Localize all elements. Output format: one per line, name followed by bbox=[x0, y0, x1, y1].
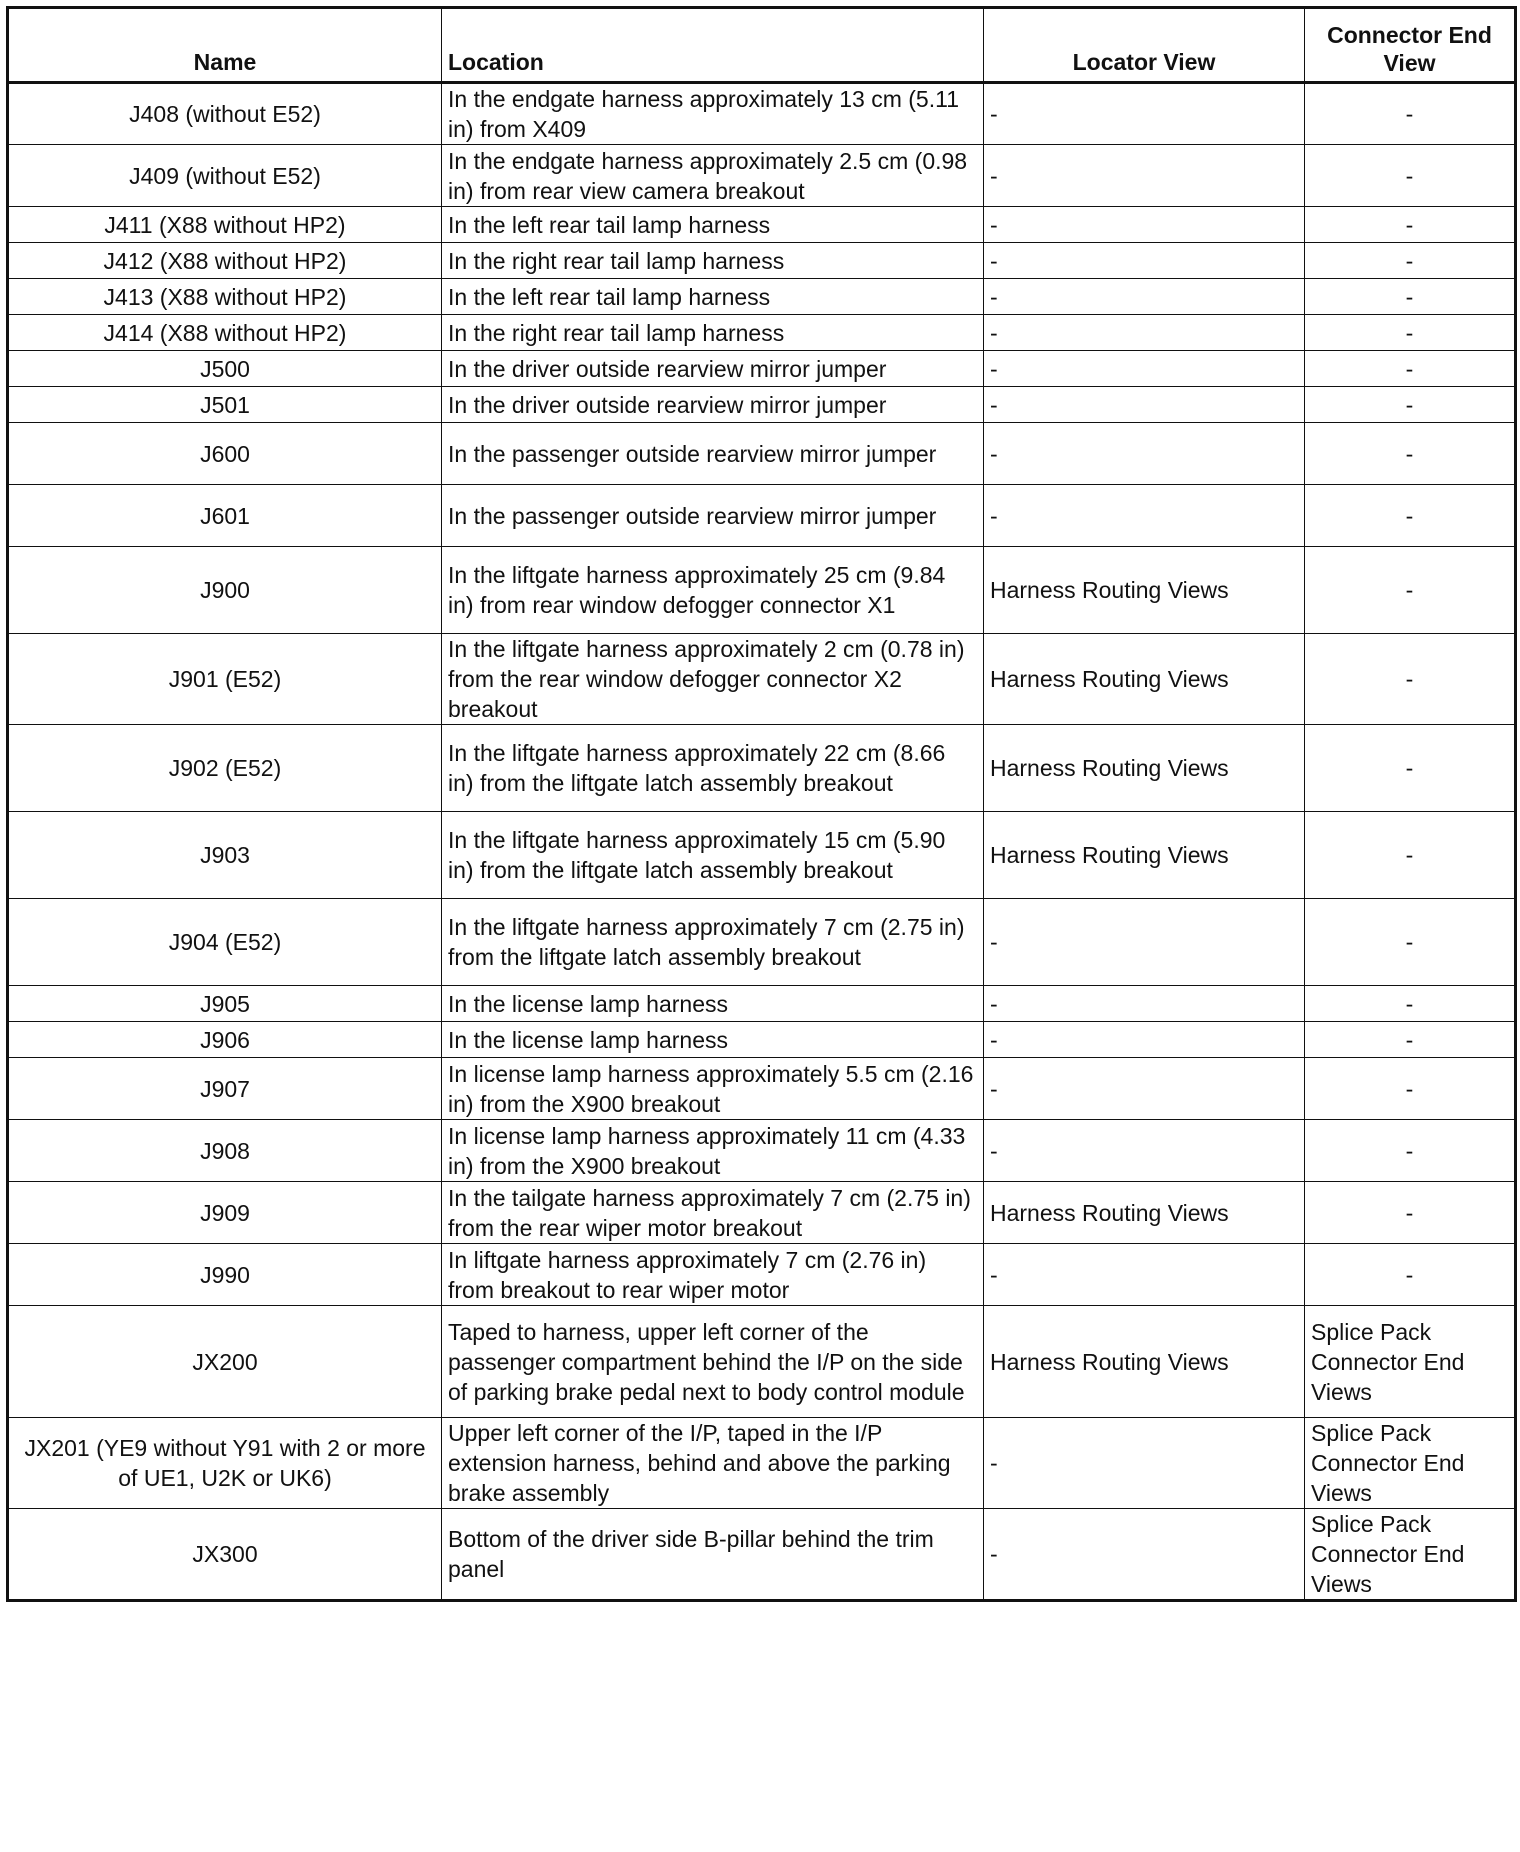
cell-locator-view: - bbox=[984, 423, 1305, 485]
cell-name: J408 (without E52) bbox=[8, 83, 442, 145]
cell-location: In the liftgate harness approximately 25 cm (9.84 in) from rear window defogger connector X1 bbox=[442, 547, 984, 634]
cell-connector-end-view: - bbox=[1305, 351, 1516, 387]
table-row bbox=[8, 145, 1516, 207]
cell-connector-end-view: - bbox=[1305, 207, 1516, 243]
cell-location: In liftgate harness approximately 7 cm (2.76 in) from breakout to rear wiper motor bbox=[442, 1244, 984, 1306]
cell-location: In license lamp harness approximately 11 cm (4.33 in) from the X900 breakout bbox=[442, 1120, 984, 1182]
cell-locator-view: - bbox=[984, 1244, 1305, 1306]
cell-name: J902 (E52) bbox=[8, 725, 442, 812]
cell-connector-end-view: - bbox=[1305, 387, 1516, 423]
table-row bbox=[8, 899, 1516, 986]
table-row bbox=[8, 634, 1516, 725]
cell-connector-end-view: - bbox=[1305, 485, 1516, 547]
table-row bbox=[8, 423, 1516, 485]
cell-location: In the left rear tail lamp harness bbox=[442, 207, 984, 243]
cell-name: J903 bbox=[8, 812, 442, 899]
cell-connector-end-view: - bbox=[1305, 1244, 1516, 1306]
table-row bbox=[8, 279, 1516, 315]
cell-name: J907 bbox=[8, 1058, 442, 1120]
cell-name: J901 (E52) bbox=[8, 634, 442, 725]
table-row bbox=[8, 387, 1516, 423]
cell-name: J601 bbox=[8, 485, 442, 547]
cell-name: J411 (X88 without HP2) bbox=[8, 207, 442, 243]
cell-connector-end-view: - bbox=[1305, 986, 1516, 1022]
cell-connector-end-view: - bbox=[1305, 1120, 1516, 1182]
cell-connector-end-view: Splice Pack Connector End Views bbox=[1305, 1418, 1516, 1509]
table-row bbox=[8, 1244, 1516, 1306]
table-row bbox=[8, 207, 1516, 243]
cell-name: J908 bbox=[8, 1120, 442, 1182]
cell-location: In the left rear tail lamp harness bbox=[442, 279, 984, 315]
cell-location: In the liftgate harness approximately 15 cm (5.90 in) from the liftgate latch assembly breakout bbox=[442, 812, 984, 899]
cell-connector-end-view: Splice Pack Connector End Views bbox=[1305, 1306, 1516, 1418]
cell-locator-view: Harness Routing Views bbox=[984, 1306, 1305, 1418]
cell-locator-view: - bbox=[984, 387, 1305, 423]
cell-location: Bottom of the driver side B-pillar behind the trim panel bbox=[442, 1509, 984, 1601]
cell-name: J909 bbox=[8, 1182, 442, 1244]
cell-name: J413 (X88 without HP2) bbox=[8, 279, 442, 315]
cell-location: In the right rear tail lamp harness bbox=[442, 315, 984, 351]
cell-connector-end-view: - bbox=[1305, 899, 1516, 986]
cell-name: J409 (without E52) bbox=[8, 145, 442, 207]
cell-locator-view: - bbox=[984, 243, 1305, 279]
cell-location: In the license lamp harness bbox=[442, 986, 984, 1022]
cell-locator-view: - bbox=[984, 485, 1305, 547]
table-row bbox=[8, 1120, 1516, 1182]
cell-name: J500 bbox=[8, 351, 442, 387]
table-row bbox=[8, 812, 1516, 899]
cell-locator-view: Harness Routing Views bbox=[984, 812, 1305, 899]
cell-connector-end-view: - bbox=[1305, 1022, 1516, 1058]
table-row bbox=[8, 1058, 1516, 1120]
cell-connector-end-view: - bbox=[1305, 279, 1516, 315]
cell-connector-end-view: - bbox=[1305, 83, 1516, 145]
cell-connector-end-view: - bbox=[1305, 1058, 1516, 1120]
cell-locator-view: - bbox=[984, 145, 1305, 207]
cell-connector-end-view: - bbox=[1305, 547, 1516, 634]
cell-locator-view: - bbox=[984, 1022, 1305, 1058]
table-header bbox=[8, 8, 1516, 83]
cell-location: In the right rear tail lamp harness bbox=[442, 243, 984, 279]
header-locator-view: Locator View bbox=[984, 8, 1305, 83]
cell-connector-end-view: - bbox=[1305, 634, 1516, 725]
cell-name: J990 bbox=[8, 1244, 442, 1306]
header-location: Location bbox=[442, 8, 984, 83]
cell-locator-view: - bbox=[984, 899, 1305, 986]
cell-locator-view: Harness Routing Views bbox=[984, 634, 1305, 725]
cell-location: Taped to harness, upper left corner of the passenger compartment behind the I/P on the side of parking brake pedal next to body control module bbox=[442, 1306, 984, 1418]
cell-location: In the tailgate harness approximately 7 cm (2.75 in) from the rear wiper motor breakout bbox=[442, 1182, 984, 1244]
cell-name: J600 bbox=[8, 423, 442, 485]
cell-name: J905 bbox=[8, 986, 442, 1022]
table-row bbox=[8, 986, 1516, 1022]
table-row bbox=[8, 315, 1516, 351]
cell-location: In the endgate harness approximately 13 cm (5.11 in) from X409 bbox=[442, 83, 984, 145]
table-row bbox=[8, 243, 1516, 279]
cell-locator-view: Harness Routing Views bbox=[984, 725, 1305, 812]
cell-locator-view: - bbox=[984, 315, 1305, 351]
cell-location: In the driver outside rearview mirror jumper bbox=[442, 351, 984, 387]
cell-location: In the liftgate harness approximately 2 cm (0.78 in) from the rear window defogger connector X2 breakout bbox=[442, 634, 984, 725]
cell-name: J414 (X88 without HP2) bbox=[8, 315, 442, 351]
cell-locator-view: - bbox=[984, 1418, 1305, 1509]
cell-location: In the liftgate harness approximately 7 cm (2.75 in) from the liftgate latch assembly breakout bbox=[442, 899, 984, 986]
cell-location: In the passenger outside rearview mirror jumper bbox=[442, 423, 984, 485]
table-row bbox=[8, 485, 1516, 547]
table-row bbox=[8, 1418, 1516, 1509]
cell-name: J904 (E52) bbox=[8, 899, 442, 986]
cell-locator-view: Harness Routing Views bbox=[984, 547, 1305, 634]
cell-location: In the endgate harness approximately 2.5 cm (0.98 in) from rear view camera breakout bbox=[442, 145, 984, 207]
cell-locator-view: - bbox=[984, 207, 1305, 243]
cell-locator-view: - bbox=[984, 986, 1305, 1022]
cell-connector-end-view: - bbox=[1305, 812, 1516, 899]
cell-locator-view: - bbox=[984, 1058, 1305, 1120]
header-name: Name bbox=[8, 8, 442, 83]
cell-location: In the driver outside rearview mirror jumper bbox=[442, 387, 984, 423]
cell-location: In the passenger outside rearview mirror jumper bbox=[442, 485, 984, 547]
cell-connector-end-view: - bbox=[1305, 145, 1516, 207]
splice-locations-table bbox=[6, 6, 1517, 1602]
cell-location: Upper left corner of the I/P, taped in the I/P extension harness, behind and above the parking brake assembly bbox=[442, 1418, 984, 1509]
cell-name: JX201 (YE9 without Y91 with 2 or more of UE1, U2K or UK6) bbox=[8, 1418, 442, 1509]
table-row bbox=[8, 547, 1516, 634]
table-row bbox=[8, 725, 1516, 812]
cell-name: J900 bbox=[8, 547, 442, 634]
cell-location: In the liftgate harness approximately 22 cm (8.66 in) from the liftgate latch assembly breakout bbox=[442, 725, 984, 812]
cell-connector-end-view: - bbox=[1305, 243, 1516, 279]
table-row bbox=[8, 1509, 1516, 1601]
cell-locator-view: - bbox=[984, 351, 1305, 387]
cell-name: JX200 bbox=[8, 1306, 442, 1418]
cell-connector-end-view: Splice Pack Connector End Views bbox=[1305, 1509, 1516, 1601]
header-row bbox=[8, 8, 1516, 83]
cell-connector-end-view: - bbox=[1305, 315, 1516, 351]
table-row bbox=[8, 83, 1516, 145]
cell-name: JX300 bbox=[8, 1509, 442, 1601]
cell-locator-view: - bbox=[984, 1509, 1305, 1601]
cell-connector-end-view: - bbox=[1305, 423, 1516, 485]
cell-locator-view: - bbox=[984, 1120, 1305, 1182]
cell-location: In the license lamp harness bbox=[442, 1022, 984, 1058]
cell-name: J412 (X88 without HP2) bbox=[8, 243, 442, 279]
table-body bbox=[8, 83, 1516, 1601]
cell-location: In license lamp harness approximately 5.5 cm (2.16 in) from the X900 breakout bbox=[442, 1058, 984, 1120]
table-row bbox=[8, 1306, 1516, 1418]
cell-name: J906 bbox=[8, 1022, 442, 1058]
cell-connector-end-view: - bbox=[1305, 1182, 1516, 1244]
table-row bbox=[8, 351, 1516, 387]
table-row bbox=[8, 1022, 1516, 1058]
table-row bbox=[8, 1182, 1516, 1244]
header-connector-end-view: Connector End View bbox=[1305, 8, 1516, 83]
cell-locator-view: - bbox=[984, 279, 1305, 315]
cell-locator-view: Harness Routing Views bbox=[984, 1182, 1305, 1244]
cell-name: J501 bbox=[8, 387, 442, 423]
cell-connector-end-view: - bbox=[1305, 725, 1516, 812]
cell-locator-view: - bbox=[984, 83, 1305, 145]
